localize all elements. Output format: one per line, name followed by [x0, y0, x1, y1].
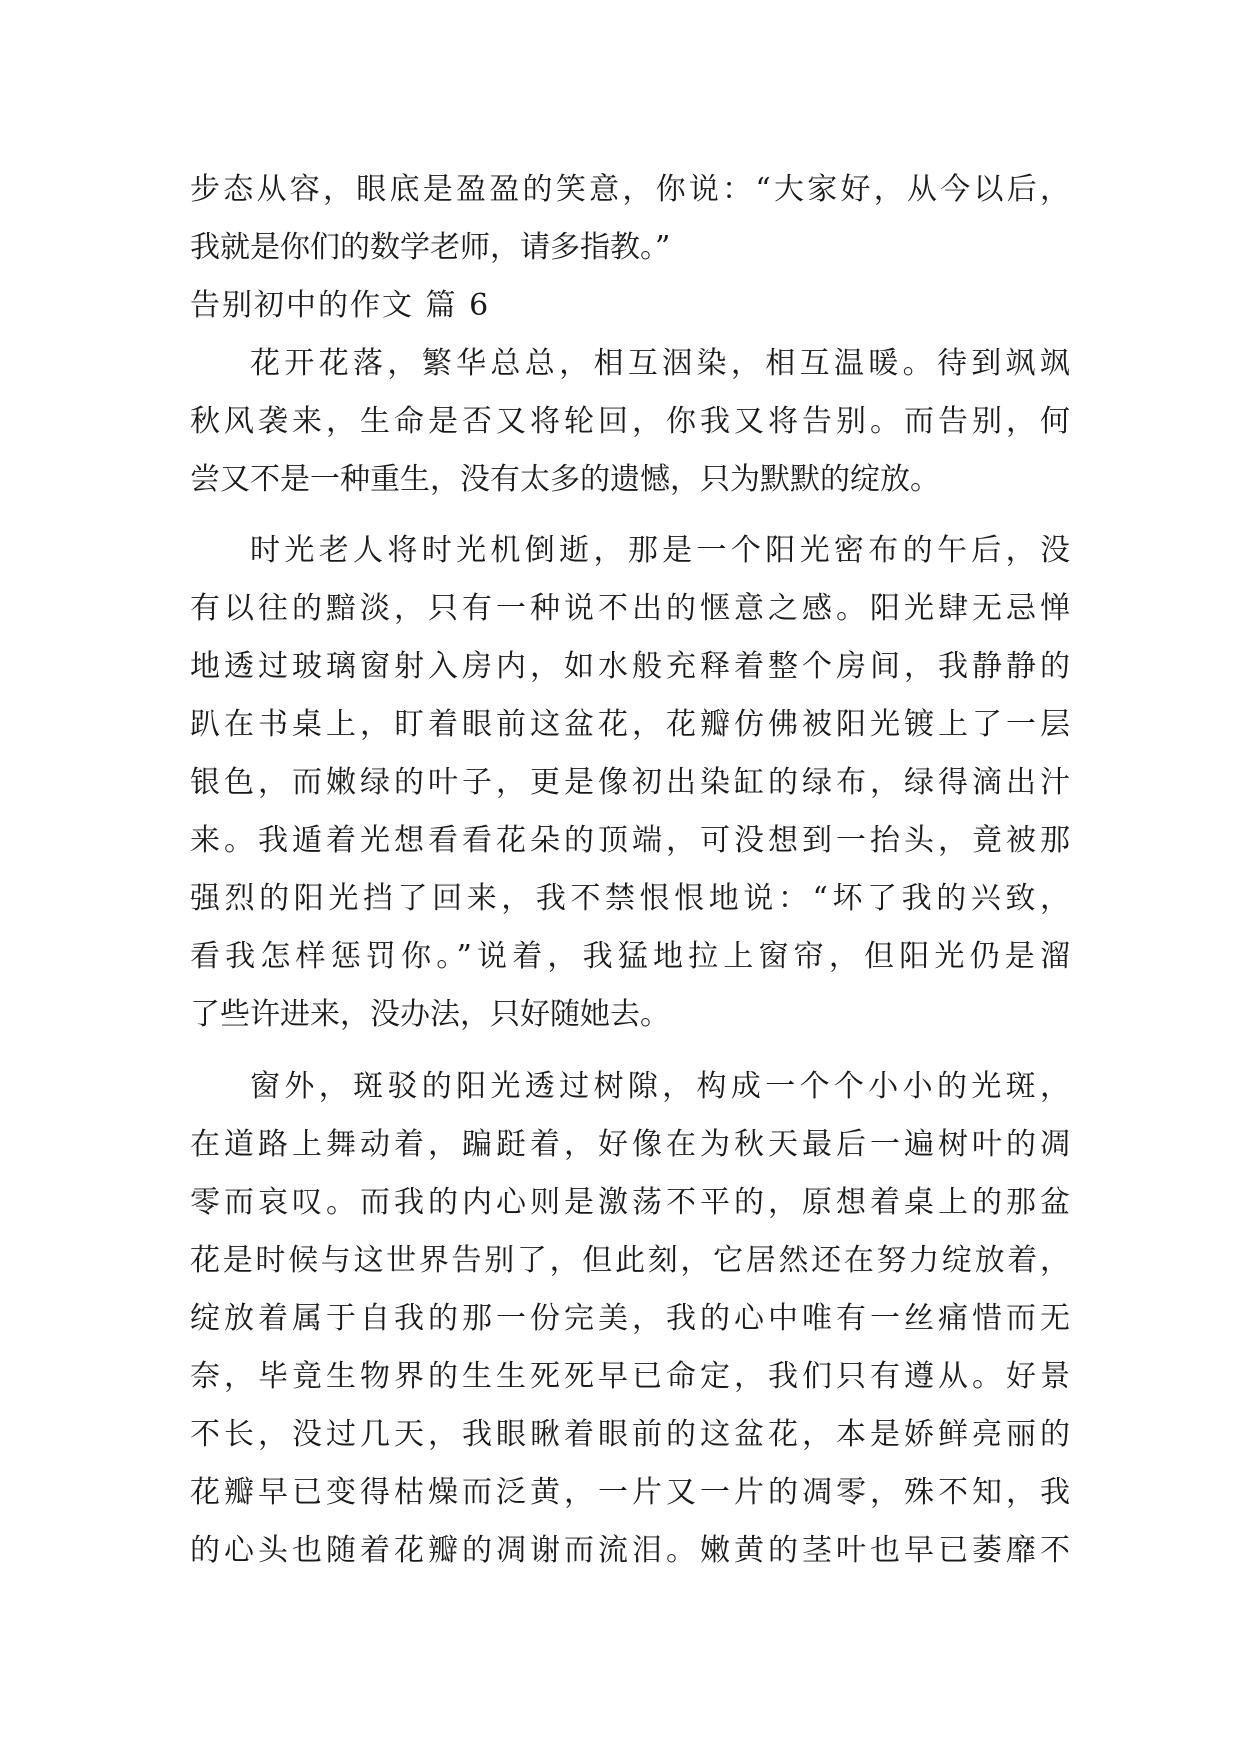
text-line: 在道路上舞动着，蹁跹着，好像在为秋天最后一遍树叶的凋 — [190, 1127, 1070, 1162]
text-line: 强烈的阳光挡了回来，我不禁恨恨地说：“坏了我的兴致， — [190, 881, 1070, 916]
text-line: 来。我遁着光想看看花朵的顶端，可没想到一抬头，竟被那 — [190, 823, 1070, 858]
text-line: 有以往的黯淡，只有一种说不出的惬意之感。阳光肆无忌惮 — [190, 591, 1070, 626]
text-line: 花是时候与这世界告别了，但此刻，它居然还在努力绽放着， — [190, 1243, 1070, 1278]
text-line: 步态从容，眼底是盈盈的笑意，你说：“大家好，从今以后， — [190, 172, 1070, 207]
text-line: 我就是你们的数学老师，请多指教。” — [190, 230, 671, 265]
text-line: 秋风袭来，生命是否又将轮回，你我又将告别。而告别，何 — [190, 404, 1070, 439]
text-line: 了些许进来，没办法，只好随她去。 — [190, 997, 670, 1032]
paragraph-first-line: 花开花落，繁华总总，相互洇染，相互温暖。待到飒飒 — [250, 346, 1070, 381]
text-line: 绽放着属于自我的那一份完美，我的心中唯有一丝痛惜而无 — [190, 1301, 1070, 1336]
text-line: 银色，而嫩绿的叶子，更是像初出染缸的绿布，绿得滴出汁 — [190, 765, 1070, 800]
paragraph-first-line: 窗外，斑驳的阳光透过树隙，构成一个个小小的光斑， — [250, 1069, 1070, 1104]
text-line: 零而哀叹。而我的内心则是激荡不平的，原想着桌上的那盆 — [190, 1185, 1070, 1220]
text-line: 奈，毕竟生物界的生生死死早已命定，我们只有遵从。好景 — [190, 1359, 1070, 1394]
text-line: 尝又不是一种重生，没有太多的遗憾，只为默默的绽放。 — [190, 462, 940, 497]
text-line: 花瓣早已变得枯燥而泛黄，一片又一片的凋零，殊不知，我 — [190, 1475, 1070, 1510]
text-line: 不长，没过几天，我眼瞅着眼前的这盆花，本是娇鲜亮丽的 — [190, 1417, 1070, 1452]
text-line: 的心头也随着花瓣的凋谢而流泪。嫩黄的茎叶也早已萎靡不 — [190, 1533, 1070, 1568]
text-line: 看我怎样惩罚你。”说着，我猛地拉上窗帘，但阳光仍是溜 — [190, 939, 1070, 974]
text-line: 趴在书桌上，盯着眼前这盆花，花瓣仿佛被阳光镀上了一层 — [190, 707, 1070, 742]
text-line: 地透过玻璃窗射入房内，如水般充释着整个房间，我静静的 — [190, 649, 1070, 684]
section-title: 告别初中的作文 篇 6 — [190, 288, 491, 323]
paragraph-first-line: 时光老人将时光机倒逝，那是一个阳光密布的午后，没 — [250, 533, 1070, 568]
